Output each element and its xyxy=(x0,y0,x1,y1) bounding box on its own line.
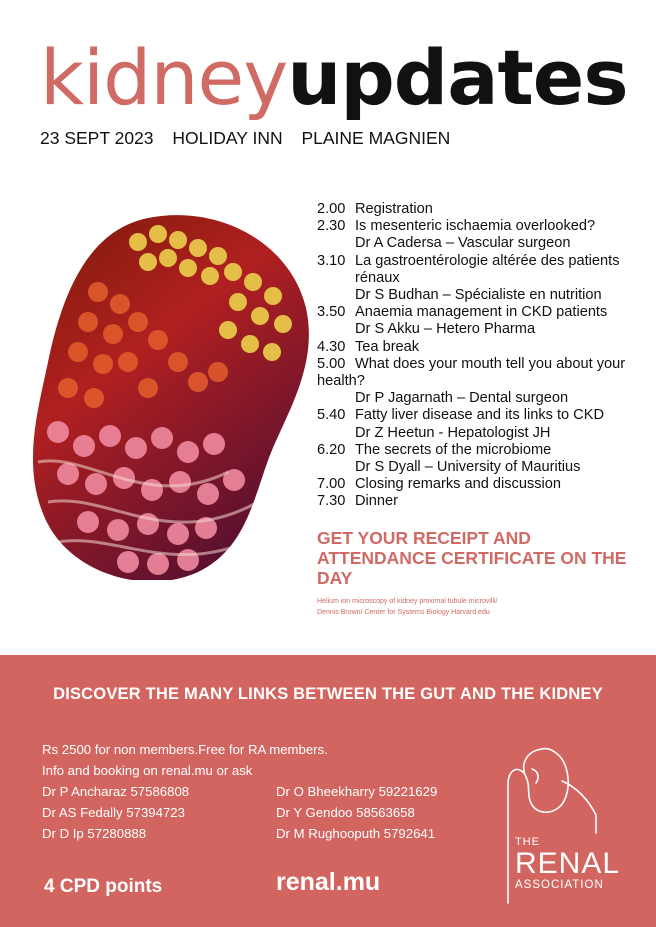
contacts-left xyxy=(42,781,189,844)
program-time: 5.40 xyxy=(317,407,346,424)
cpd-points: 4 CPD points xyxy=(44,876,163,897)
event-location: PLAINE MAGNIEN xyxy=(301,128,451,148)
event-title xyxy=(40,33,628,122)
contact-item: Dr AS Fedally 57394723 xyxy=(42,805,185,820)
booking-text: Info and booking on renal.mu or ask xyxy=(42,763,253,778)
program-item xyxy=(317,476,647,493)
logo-line-the: THE xyxy=(515,836,540,848)
program-item xyxy=(317,339,647,356)
program-item xyxy=(317,407,647,441)
program-time: 5.00 xyxy=(317,355,346,372)
contact-item: Dr P Ancharaz 57586808 xyxy=(42,784,190,799)
event-date: 23 SEPT 2023 xyxy=(40,128,154,148)
program-speaker: Dr Z Heetun - Hepatologist JH xyxy=(355,424,551,441)
program-speaker: Dr S Akku – Hetero Pharma xyxy=(355,321,536,338)
program-item xyxy=(317,201,647,218)
program-title: Tea break xyxy=(355,338,420,355)
program-title: Dinner xyxy=(355,493,398,510)
contact-item: Dr D Ip 57280888 xyxy=(42,826,147,841)
program-speaker: Dr S Dyall – University of Mauritius xyxy=(355,459,581,476)
program-speaker: Dr P Jagarnath – Dental surgeon xyxy=(355,390,569,407)
logo-line-association: ASSOCIATION xyxy=(515,879,604,891)
program-item xyxy=(317,253,647,305)
program-title: Closing remarks and discussion xyxy=(355,476,562,493)
program-title: La gastroentérologie altérée des patients rénaux xyxy=(355,252,620,286)
program-time: 3.10 xyxy=(317,252,346,269)
image-credit-line2: Dennis Brown/ Center for Systems Biology Harvard.edu xyxy=(317,609,490,616)
program-time: 3.50 xyxy=(317,304,346,321)
booking-info xyxy=(42,739,328,781)
program-time: 7.00 xyxy=(317,476,346,493)
program-time: 7.30 xyxy=(317,493,346,510)
program-title: The secrets of the microbiome xyxy=(355,441,552,458)
footer-band xyxy=(0,655,656,927)
program-item xyxy=(317,442,647,476)
image-credit-line1: Helium ion microscopy of kidney proximal tubule microvilli/ xyxy=(317,598,498,605)
image-credit xyxy=(317,596,617,618)
website-link[interactable]: renal.mu xyxy=(276,868,381,896)
program-time: 2.30 xyxy=(317,218,346,235)
program-speaker: Dr A Cadersa – Vascular surgeon xyxy=(355,235,571,252)
kidney-microscopy-image xyxy=(28,212,310,580)
program-item xyxy=(317,218,647,252)
program-time: 2.00 xyxy=(317,201,346,217)
fee-text: Rs 2500 for non members.Free for RA members. xyxy=(42,742,328,757)
program-title: Is mesenteric ischaemia overlooked? xyxy=(355,218,596,235)
event-venue: HOLIDAY INN xyxy=(172,128,283,148)
program-title: Registration xyxy=(355,201,433,217)
contact-item: Dr O Bheekharry 59221629 xyxy=(276,784,438,799)
program-item xyxy=(317,493,647,510)
program-speaker: Dr S Budhan – Spécialiste en nutrition xyxy=(355,287,602,304)
contact-item: Dr M Rughooputh 5792641 xyxy=(276,826,436,841)
program-item xyxy=(317,304,647,338)
program-item xyxy=(317,356,647,408)
title-updates: updates xyxy=(287,33,628,122)
program-time: 6.20 xyxy=(317,441,346,458)
program-time: 4.30 xyxy=(317,338,346,355)
program-schedule xyxy=(317,201,647,511)
logo-line-renal: RENAL xyxy=(515,847,621,880)
receipt-notice: GET YOUR RECEIPT AND ATTENDANCE CERTIFICATE ON THE DAY xyxy=(317,528,627,588)
program-title: Anaemia management in CKD patients xyxy=(355,304,608,321)
program-title: Fatty liver disease and its links to CKD xyxy=(355,407,604,424)
footer-headline: DISCOVER THE MANY LINKS BETWEEN THE GUT AND THE KIDNEY xyxy=(53,685,603,703)
event-date-venue xyxy=(40,128,464,149)
logo-text xyxy=(515,836,620,892)
program-title: What does your mouth tell you about your health? xyxy=(317,355,626,390)
contact-item: Dr Y Gendoo 58563658 xyxy=(276,805,415,820)
title-kidney: kidney xyxy=(40,33,288,122)
contacts-right xyxy=(276,781,437,844)
